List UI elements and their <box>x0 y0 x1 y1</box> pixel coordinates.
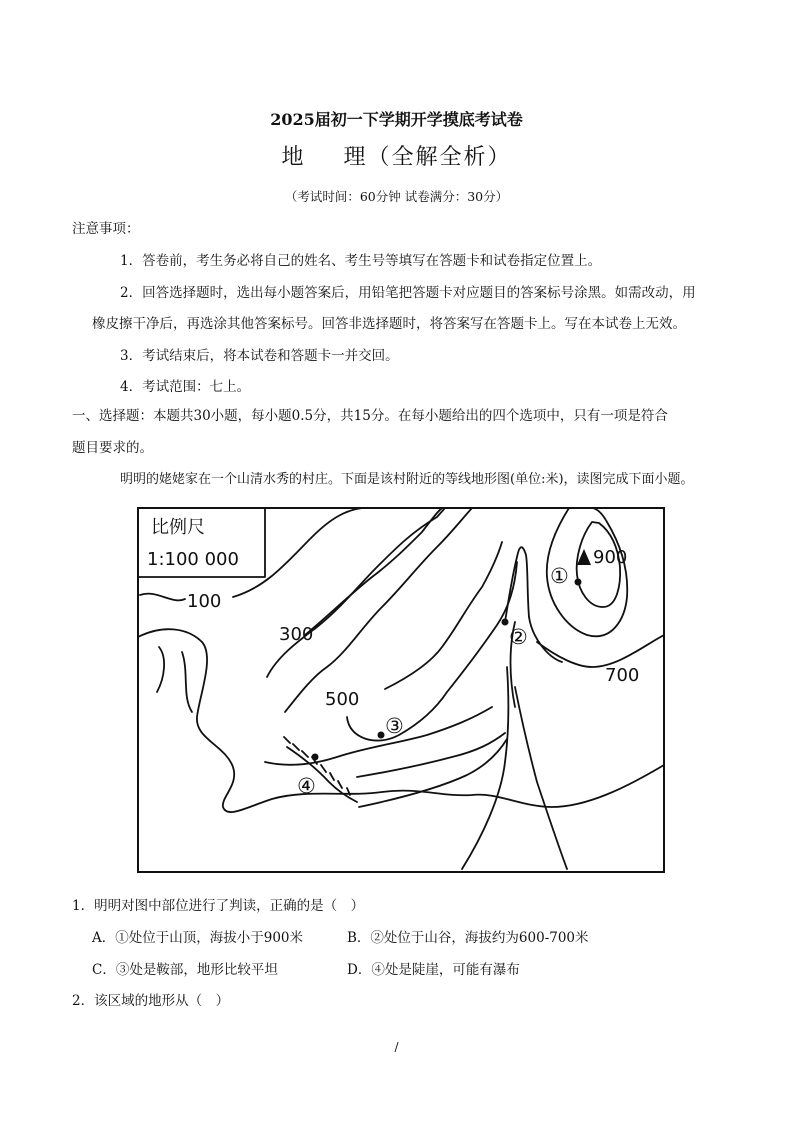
page-number: / <box>394 1040 399 1054</box>
point-1-dot <box>575 579 582 586</box>
notice-item: 3．考试结束后，将本试卷和答题卡一并交回。 <box>120 348 399 364</box>
point-label-4: ④ <box>297 774 316 798</box>
point-2-dot <box>502 619 509 626</box>
point-3-dot <box>378 732 385 739</box>
contour-label-900: 900 <box>593 547 628 568</box>
section-instructions-cont: 题目要求的。 <box>72 440 153 456</box>
subject-char: 地 <box>281 145 306 170</box>
notice-item: 4．考试范围：七上。 <box>120 379 251 395</box>
contour-label-300: 300 <box>279 624 314 645</box>
point-label-1: ① <box>550 564 569 588</box>
point-label-3: ③ <box>385 714 404 738</box>
point-4-dot <box>312 754 319 761</box>
question-1-stem: 1．明明对图中部位进行了判读，正确的是（ ） <box>72 898 365 914</box>
exam-title: 2025届初一下学期开学摸底考试卷 <box>270 110 523 129</box>
notice-heading: 注意事项： <box>72 221 140 237</box>
scale-value: 1:100 000 <box>147 549 239 570</box>
notice-item: 2．回答选择题时，选出每小题答案后，用铅笔把答题卡对应题目的答案标号涂黑。如需改动，用 <box>120 285 696 301</box>
option-c[interactable]: C．③处是鞍部，地形比较平坦 <box>92 962 278 978</box>
contour-label-500: 500 <box>325 689 360 710</box>
scale-label: 比例尺 <box>151 517 205 538</box>
question-2-stem: 2．该区域的地形从（ ） <box>72 993 230 1009</box>
notice-item: 1．答卷前，考生务必将自己的姓名、考生号等填写在答题卡和试卷指定位置上。 <box>120 253 602 269</box>
point-label-2: ② <box>509 625 528 649</box>
option-b[interactable]: B．②处位于山谷，海拔约为600-700米 <box>347 930 589 946</box>
option-a[interactable]: A．①处位于山顶，海拔小于900米 <box>92 930 304 946</box>
contour-map <box>137 507 665 873</box>
exam-meta: （考试时间：60分钟 试卷满分：30分） <box>284 189 509 204</box>
question-intro: 明明的姥姥家在一个山清水秀的村庄。下面是该村附近的等线地形图(单位:米)，读图完成下面小题。 <box>120 472 694 487</box>
contour-label-700: 700 <box>605 665 640 686</box>
subject-heading <box>0 140 793 171</box>
section-instructions: 一、选择题：本题共30小题，每小题0.5分，共15分。在每小题给出的四个选项中，只有一项是符合 <box>72 408 668 424</box>
subject-rest: 理（全解全析） <box>343 145 512 170</box>
notice-item-continued: 橡皮擦干净后，再选涂其他答案标号。回答非选择题时，将答案写在答题卡上。写在本试卷上无效。 <box>92 316 686 332</box>
option-d[interactable]: D．④处是陡崖，可能有瀑布 <box>347 962 520 978</box>
contour-label-100: 100 <box>187 591 222 612</box>
